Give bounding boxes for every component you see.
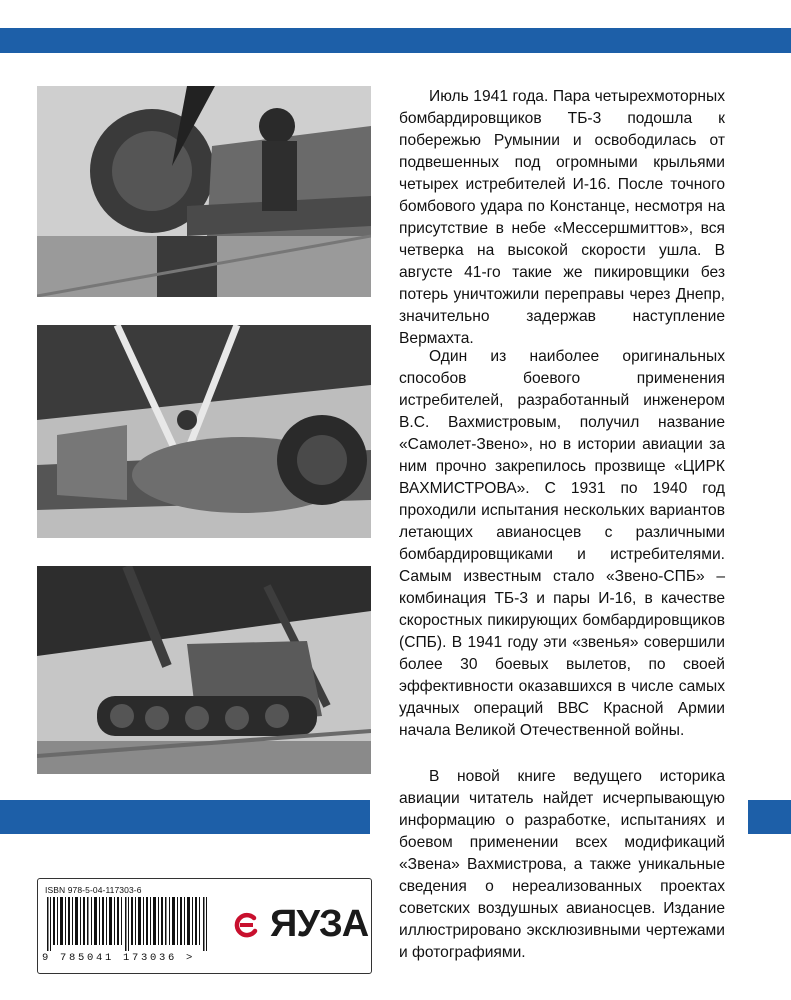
text-block-intro xyxy=(399,86,725,360)
bottom-color-band-right xyxy=(748,800,791,834)
barcode-icon xyxy=(45,897,215,951)
barcode-digits: 9 785041 173036 > xyxy=(42,952,196,964)
eksmo-e-icon xyxy=(233,912,259,938)
text-block-history xyxy=(399,346,725,742)
photo-tankette-under-bomber xyxy=(37,566,371,774)
isbn-number: ISBN 978-5-04-117303-6 xyxy=(45,885,142,895)
publisher-logo: ЯУЗА xyxy=(270,903,369,945)
paragraph: Один из наиболее оригинальных способов боевого применения истребителей, разработанный инженером В.С. Вахмистровым, получил название «Самолет-Звено», но в истории авиации за ним прочно закрепилось прозвище «ЦИРК ВАХМИСТРОВА». С 1931 по 1940 год проходили испытания нескольких вариантов летающих авианосцев с различными бомбардировщиками и истребителями. Самым известным стало «Звено-СПБ» – комбинация ТБ-3 и пары И-16, в качестве скоростных пикирующих бомбардировщиков (СПБ). В 1941 году эти «звенья» совершили более 30 боевых вылетов, по своей эффективности оказавшихся в числе самых удачных операций ВВС Красной Армии начала Великой Отечественной войны. xyxy=(399,348,725,739)
paragraph: Июль 1941 года. Пара четырехмоторных бомбардировщиков ТБ-3 подошла к побережью Румынии и освободилась от подвешенных под огромными крыльями четырех истребителей И-16. После точного бомбового удара по Констанце, несмотря на присутствие в небе «Мессершмиттов», вся четверка на высокой скорости ушла. В августе 41-го такие же пикировщики без потерь уничтожили переправы через Днепр, значительно задержав наступление Вермахта. xyxy=(399,88,725,347)
text-block-book-description xyxy=(399,766,725,964)
barcode-panel xyxy=(37,878,372,974)
bottom-color-band-left xyxy=(0,800,370,834)
photo-mechanics-engine xyxy=(37,86,371,297)
photo-fighter-under-wing xyxy=(37,325,371,538)
paragraph: В новой книге ведущего историка авиации читатель найдет исчерпывающую информацию о разработке, испытаниях и боевом применении всех модификаций «Звена» Вахмистрова, а также уникальные сведения о нереализованных проектах советских воздушных авианосцев. Издание иллюстрировано эксклюзивными чертежами и фотографиями. xyxy=(399,768,725,961)
top-color-band xyxy=(0,28,791,53)
